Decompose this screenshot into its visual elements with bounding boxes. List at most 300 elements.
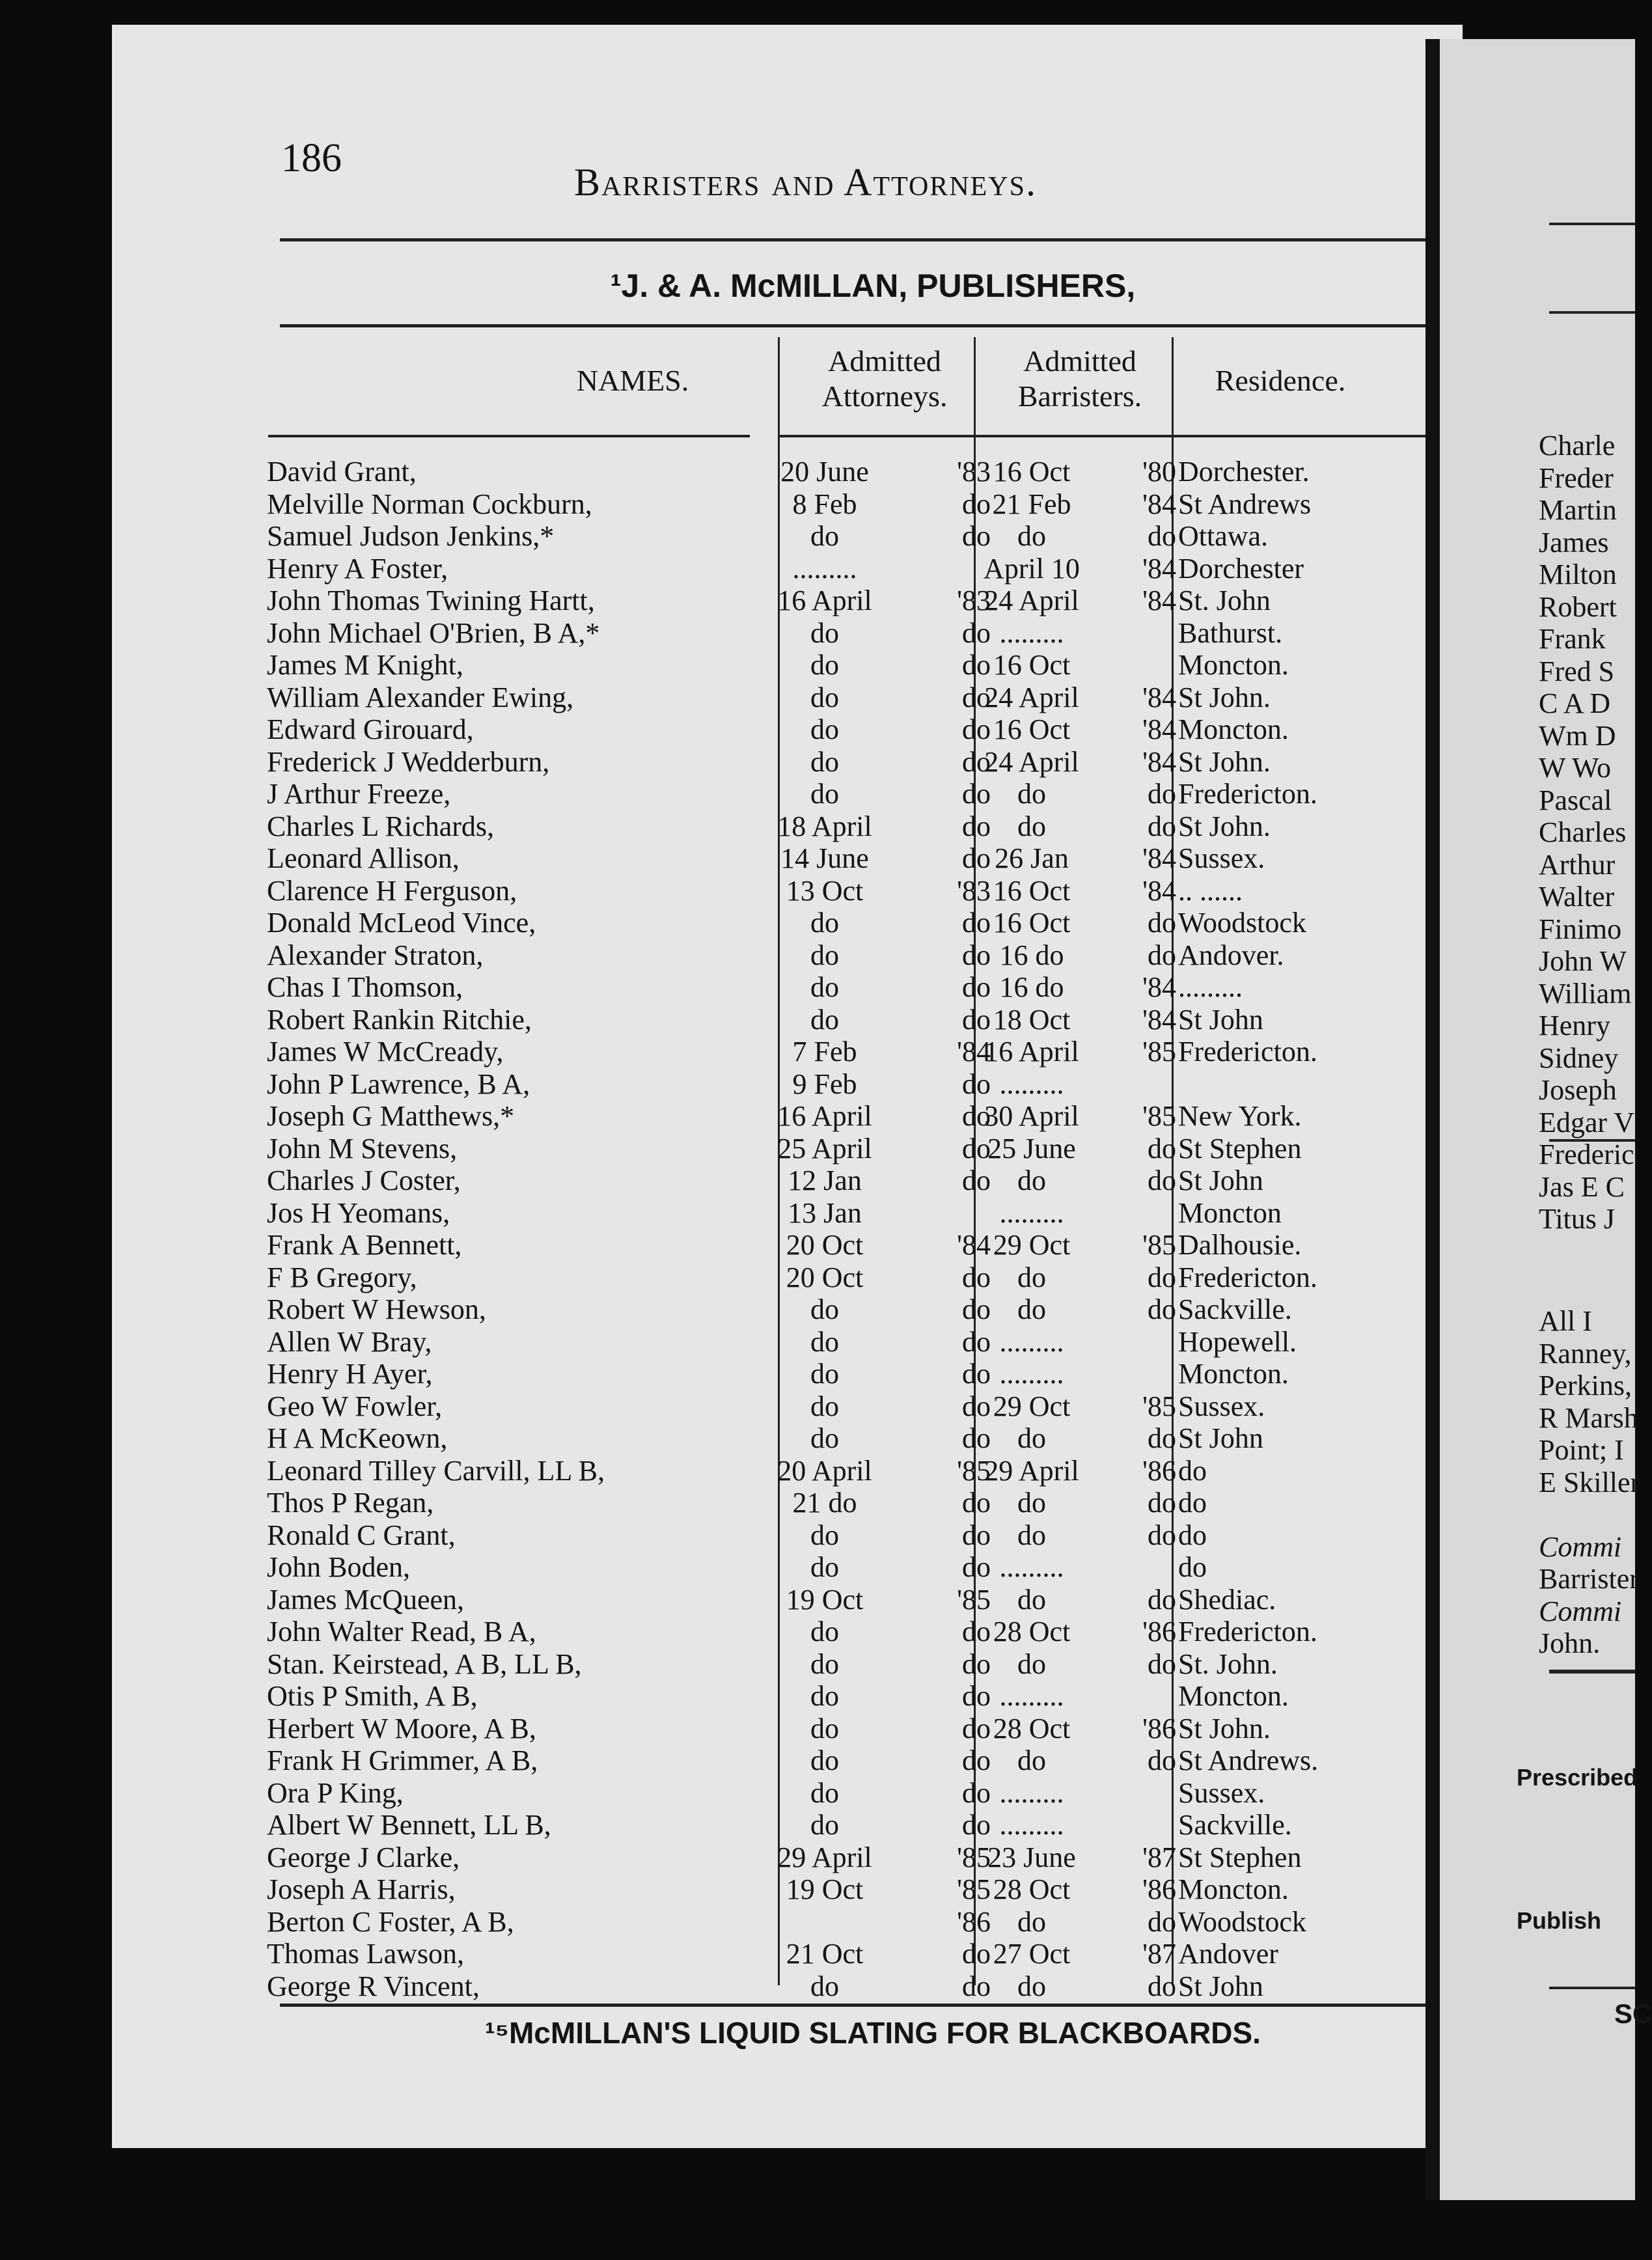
- table-row: [112, 1841, 1463, 1874]
- barrister-date-cell: do: [1017, 1970, 1046, 2002]
- residence-cell: Dalhousie.: [1178, 1229, 1302, 1261]
- barrister-year-cell: '84: [1142, 1003, 1176, 1036]
- barrister-date-cell: April 10: [984, 552, 1080, 585]
- attorney-date-cell: 13 Oct: [786, 874, 864, 907]
- table-row: [112, 1616, 1463, 1648]
- barrister-year-cell: '86: [1142, 1712, 1176, 1744]
- attorney-year-cell: do: [962, 778, 991, 810]
- attorney-year-cell: do: [962, 649, 991, 681]
- barrister-year-cell: '86: [1142, 1616, 1176, 1647]
- name-cell: Jos H Yeomans,: [267, 1196, 450, 1229]
- name-cell: Leonard Allison,: [267, 842, 460, 874]
- attorney-date-cell: 29 April: [777, 1841, 872, 1873]
- table-row: [112, 1004, 1463, 1036]
- adjacent-line: Barrister: [1539, 1563, 1639, 1595]
- name-cell: James W McCready,: [267, 1036, 504, 1068]
- barrister-date-cell: 24 April: [984, 745, 1079, 778]
- attorney-date-cell: 21 Oct: [786, 1938, 864, 1970]
- barrister-date-cell: .........: [999, 616, 1064, 649]
- residence-cell: St John: [1178, 1970, 1263, 2002]
- name-cell: Thomas Lawson,: [267, 1938, 465, 1970]
- publisher-line: ¹J. & A. McMILLAN, PUBLISHERS,: [610, 268, 1136, 304]
- residence-cell: Hopewell.: [1178, 1325, 1297, 1358]
- table-row: [112, 939, 1463, 972]
- barrister-date-cell: do: [1017, 1422, 1046, 1454]
- residence-cell: St John: [1178, 1003, 1263, 1036]
- table-row: [112, 1261, 1463, 1294]
- table-row: [112, 1455, 1463, 1487]
- table-row: [112, 1358, 1463, 1390]
- barrister-year-cell: do: [1148, 520, 1176, 552]
- barrister-date-cell: do: [1017, 810, 1046, 842]
- top-rule: [280, 238, 1466, 241]
- name-cell: Henry H Ayer,: [267, 1358, 433, 1390]
- residence-cell: Moncton.: [1178, 649, 1289, 681]
- residence-cell: St John.: [1178, 810, 1271, 842]
- attorney-date-cell: do: [810, 971, 839, 1003]
- attorney-date-cell: 12 Jan: [788, 1164, 862, 1196]
- attorney-year-cell: do: [962, 1744, 991, 1776]
- adjacent-rule-5: [1549, 1987, 1635, 1989]
- residence-cell: St Stephen: [1178, 1132, 1302, 1164]
- residence-cell: St. John.: [1178, 1647, 1278, 1680]
- attorney-date-cell: 20 June: [780, 456, 869, 488]
- attorney-year-cell: '83: [957, 456, 991, 488]
- barrister-date-cell: 21 Feb: [992, 488, 1071, 520]
- table-row: [112, 1100, 1463, 1133]
- header-barristers: [972, 344, 1187, 414]
- name-cell: George J Clarke,: [267, 1841, 460, 1873]
- barrister-year-cell: '84: [1142, 874, 1176, 907]
- table-row: [112, 1164, 1463, 1197]
- attorney-year-cell: '85: [957, 1841, 991, 1873]
- table-row: [112, 488, 1463, 521]
- adjacent-name: Joseph: [1539, 1074, 1617, 1106]
- residence-cell: St John.: [1178, 681, 1271, 713]
- running-head: Barristers and Attorneys.: [574, 161, 1037, 204]
- barrister-year-cell: '84: [1142, 842, 1176, 874]
- attorney-date-cell: do: [810, 1647, 839, 1680]
- name-cell: F B Gregory,: [267, 1261, 417, 1293]
- name-cell: William Alexander Ewing,: [267, 681, 574, 713]
- barristers-table: [112, 456, 1463, 2002]
- adjacent-line: John.: [1539, 1627, 1601, 1659]
- adjacent-line: Commi: [1539, 1595, 1622, 1627]
- adjacent-name: Milton: [1539, 558, 1617, 590]
- attorney-date-cell: 25 April: [777, 1132, 872, 1164]
- barrister-date-cell: 29 Oct: [993, 1229, 1071, 1261]
- attorney-date-cell: 19 Oct: [786, 1583, 864, 1616]
- adjacent-name: James: [1539, 526, 1609, 558]
- table-row: [112, 1873, 1463, 1906]
- attorney-year-cell: '83: [957, 585, 991, 616]
- barrister-year-cell: '87: [1142, 1841, 1176, 1873]
- adjacent-name: C A D: [1539, 687, 1611, 719]
- table-row: [112, 1487, 1463, 1519]
- adjacent-name: Edgar V: [1539, 1106, 1635, 1138]
- attorney-year-cell: '85: [957, 1873, 991, 1905]
- attorney-year-cell: do: [962, 1068, 991, 1100]
- residence-cell: Sussex.: [1178, 842, 1265, 874]
- name-cell: Melville Norman Cockburn,: [267, 488, 592, 520]
- attorney-year-cell: do: [962, 745, 991, 778]
- adjacent-line: All I: [1539, 1305, 1592, 1337]
- barrister-date-cell: 16 do: [999, 971, 1064, 1003]
- barrister-date-cell: 28 Oct: [993, 1616, 1071, 1647]
- barrister-date-cell: .........: [999, 1776, 1064, 1809]
- barrister-date-cell: .........: [999, 1809, 1064, 1841]
- name-cell: James McQueen,: [267, 1583, 465, 1616]
- residence-cell: St Stephen: [1178, 1841, 1302, 1873]
- barrister-year-cell: '85: [1142, 1390, 1176, 1422]
- barrister-date-cell: 16 Oct: [993, 907, 1071, 939]
- adjacent-publish: Publish: [1517, 1907, 1602, 1934]
- attorney-year-cell: '83: [957, 874, 991, 907]
- barrister-year-cell: '85: [1142, 1229, 1176, 1261]
- attorney-date-cell: 16 April: [777, 1100, 872, 1132]
- adjacent-names: [1539, 430, 1634, 1235]
- adjacent-page: [1425, 39, 1652, 2200]
- barrister-year-cell: do: [1148, 1132, 1176, 1164]
- attorney-date-cell: do: [810, 1744, 839, 1776]
- residence-cell: .........: [1178, 971, 1243, 1003]
- adjacent-name: Pascal: [1539, 784, 1612, 816]
- adjacent-name: Frederic: [1539, 1138, 1634, 1170]
- residence-cell: Andover.: [1178, 939, 1284, 971]
- name-cell: J Arthur Freeze,: [267, 778, 451, 810]
- adjacent-name: Robert: [1539, 590, 1617, 623]
- residence-cell: New York.: [1178, 1100, 1302, 1132]
- name-cell: H A McKeown,: [267, 1422, 448, 1454]
- barrister-date-cell: 28 Oct: [993, 1873, 1071, 1905]
- barrister-date-cell: do: [1017, 1647, 1046, 1680]
- adjacent-rule-2: [1549, 311, 1635, 314]
- residence-cell: Dorchester: [1178, 552, 1304, 585]
- barrister-year-cell: do: [1148, 1164, 1176, 1196]
- attorney-year-cell: do: [962, 1293, 991, 1325]
- barrister-date-cell: 28 Oct: [993, 1712, 1071, 1744]
- name-cell: Frederick J Wedderburn,: [267, 745, 550, 778]
- name-cell: Robert W Hewson,: [267, 1293, 486, 1325]
- attorney-year-cell: do: [962, 1776, 991, 1809]
- residence-cell: Dorchester.: [1178, 456, 1310, 488]
- barrister-date-cell: 16 Oct: [993, 713, 1071, 745]
- residence-cell: do: [1178, 1454, 1207, 1487]
- adjacent-name: William: [1539, 977, 1632, 1010]
- attorney-year-cell: '86: [957, 1905, 991, 1938]
- barrister-year-cell: do: [1148, 1905, 1176, 1938]
- attorney-date-cell: do: [810, 1616, 839, 1647]
- barrister-year-cell: '80: [1142, 456, 1176, 488]
- residence-cell: Woodstock: [1178, 1905, 1306, 1938]
- table-row: [112, 875, 1463, 907]
- barrister-date-cell: do: [1017, 1519, 1046, 1551]
- barrister-year-cell: '85: [1142, 1100, 1176, 1132]
- residence-cell: Fredericton.: [1178, 1036, 1317, 1068]
- book-page: [112, 25, 1463, 2148]
- barrister-date-cell: do: [1017, 1261, 1046, 1293]
- attorney-year-cell: do: [962, 1358, 991, 1390]
- attorney-date-cell: do: [810, 520, 839, 552]
- table-row: [112, 1809, 1463, 1841]
- barrister-date-cell: do: [1017, 778, 1046, 810]
- attorney-date-cell: 19 Oct: [786, 1873, 864, 1905]
- attorney-date-cell: 20 April: [777, 1454, 872, 1487]
- residence-cell: Woodstock: [1178, 907, 1306, 939]
- attorney-year-cell: do: [962, 1519, 991, 1551]
- residence-cell: Moncton.: [1178, 1358, 1289, 1390]
- header-attorneys-line2: Attorneys.: [821, 379, 948, 413]
- table-row: [112, 1648, 1463, 1681]
- barrister-date-cell: 18 Oct: [993, 1003, 1071, 1036]
- adjacent-text: [1539, 1305, 1640, 1660]
- barrister-year-cell: do: [1148, 1487, 1176, 1519]
- barrister-year-cell: '86: [1142, 1454, 1176, 1487]
- adjacent-prescribed: Prescribed: [1517, 1764, 1638, 1791]
- names-header-rule: [268, 435, 750, 437]
- table-row: [112, 585, 1463, 617]
- residence-cell: do: [1178, 1551, 1207, 1583]
- attorney-date-cell: 20 Oct: [786, 1229, 864, 1261]
- header-barristers-line2: Barristers.: [1017, 379, 1142, 413]
- attorney-date-cell: do: [810, 1970, 839, 2002]
- name-cell: Samuel Judson Jenkins,*: [267, 520, 555, 552]
- table-row: [112, 456, 1463, 488]
- bottom-rule: [280, 2004, 1466, 2007]
- residence-cell: Fredericton.: [1178, 1616, 1317, 1647]
- table-row: [112, 1713, 1463, 1745]
- name-cell: George R Vincent,: [267, 1970, 480, 2002]
- table-row: [112, 907, 1463, 939]
- table-row: [112, 971, 1463, 1004]
- residence-cell: Moncton: [1178, 1196, 1282, 1229]
- adjacent-line: R Marsh: [1539, 1401, 1638, 1434]
- attorney-year-cell: do: [962, 907, 991, 939]
- barrister-year-cell: '84: [1142, 713, 1176, 745]
- name-cell: Allen W Bray,: [267, 1325, 432, 1358]
- barrister-date-cell: 16 do: [999, 939, 1064, 971]
- attorney-date-cell: 7 Feb: [792, 1036, 857, 1068]
- name-cell: Leonard Tilley Carvill, LL B,: [267, 1454, 605, 1487]
- attorney-date-cell: do: [810, 1680, 839, 1712]
- barrister-date-cell: do: [1017, 1293, 1046, 1325]
- residence-cell: Shediac.: [1178, 1583, 1276, 1616]
- table-row: [112, 520, 1463, 553]
- footer-advertisement: ¹⁵McMILLAN'S LIQUID SLATING FOR BLACKBOARDS.: [485, 2016, 1261, 2050]
- attorney-year-cell: do: [962, 1487, 991, 1519]
- attorney-date-cell: do: [810, 939, 839, 971]
- attorney-year-cell: do: [962, 1680, 991, 1712]
- attorney-date-cell: do: [810, 1551, 839, 1583]
- attorney-year-cell: do: [962, 939, 991, 971]
- attorney-year-cell: do: [962, 1132, 991, 1164]
- adjacent-name: Walter: [1539, 881, 1615, 913]
- adjacent-name: Freder: [1539, 462, 1614, 494]
- header-attorneys-line1: Admitted: [828, 344, 941, 378]
- barrister-year-cell: do: [1148, 1261, 1176, 1293]
- name-cell: Thos P Regan,: [267, 1487, 434, 1519]
- barrister-year-cell: '84: [1142, 681, 1176, 713]
- attorney-year-cell: do: [962, 1616, 991, 1647]
- name-cell: John Michael O'Brien, B A,*: [267, 616, 600, 649]
- residence-cell: St Andrews: [1178, 488, 1312, 520]
- adjacent-line: Commi: [1539, 1530, 1622, 1563]
- residence-cell: do: [1178, 1519, 1207, 1551]
- attorney-date-cell: do: [810, 1325, 839, 1358]
- table-row: [112, 1938, 1463, 1970]
- name-cell: Donald McLeod Vince,: [267, 907, 536, 939]
- barrister-year-cell: do: [1148, 907, 1176, 939]
- barrister-date-cell: .........: [999, 1196, 1064, 1229]
- barrister-date-cell: do: [1017, 520, 1046, 552]
- name-cell: Alexander Straton,: [267, 939, 484, 971]
- barrister-date-cell: 24 April: [984, 681, 1079, 713]
- attorney-date-cell: do: [810, 616, 839, 649]
- attorney-year-cell: do: [962, 1551, 991, 1583]
- attorney-date-cell: do: [810, 1003, 839, 1036]
- name-cell: David Grant,: [267, 456, 417, 488]
- name-cell: Otis P Smith, A B,: [267, 1680, 478, 1712]
- barrister-date-cell: 29 Oct: [993, 1390, 1071, 1422]
- residence-cell: Ottawa.: [1178, 520, 1269, 552]
- attorney-year-cell: '84: [957, 1229, 991, 1261]
- adjacent-name: Henry: [1539, 1010, 1610, 1041]
- attorney-date-cell: 9 Feb: [792, 1068, 857, 1100]
- residence-cell: do: [1178, 1487, 1207, 1519]
- residence-cell: Moncton.: [1178, 713, 1289, 745]
- adjacent-name: Martin: [1539, 494, 1617, 526]
- adjacent-name: Jas E C: [1539, 1170, 1625, 1203]
- table-row: [112, 1326, 1463, 1358]
- barrister-year-cell: '84: [1142, 552, 1176, 585]
- table-row: [112, 842, 1463, 875]
- attorney-date-cell: 8 Feb: [792, 488, 857, 520]
- name-cell: Charles J Coster,: [267, 1164, 461, 1196]
- table-row: [112, 553, 1463, 585]
- residence-cell: Fredericton.: [1178, 778, 1317, 810]
- attorney-year-cell: do: [962, 1164, 991, 1196]
- adjacent-name: Charles: [1539, 816, 1627, 848]
- adjacent-rule-4: [1549, 1670, 1635, 1674]
- adjacent-name: Finimo: [1539, 913, 1622, 945]
- adjacent-name: Frank: [1539, 623, 1606, 655]
- barrister-year-cell: '84: [1142, 585, 1176, 616]
- adjacent-line: [1539, 1498, 1640, 1531]
- attorney-date-cell: do: [810, 649, 839, 681]
- attorney-date-cell: do: [810, 1293, 839, 1325]
- attorney-year-cell: do: [962, 810, 991, 842]
- barrister-year-cell: do: [1148, 1647, 1176, 1680]
- barrister-date-cell: .........: [999, 1325, 1064, 1358]
- residence-cell: Sackville.: [1178, 1809, 1292, 1841]
- residence-cell: Fredericton.: [1178, 1261, 1317, 1293]
- attorney-date-cell: do: [810, 778, 839, 810]
- barrister-year-cell: '86: [1142, 1873, 1176, 1905]
- page-number: 186: [281, 136, 342, 180]
- residence-cell: Bathurst.: [1178, 616, 1283, 649]
- attorney-date-cell: .........: [792, 552, 857, 585]
- table-row: [112, 1584, 1463, 1616]
- name-cell: Joseph G Matthews,*: [267, 1100, 515, 1132]
- barrister-year-cell: '84: [1142, 488, 1176, 520]
- name-cell: Ronald C Grant,: [267, 1519, 456, 1551]
- table-row: [112, 649, 1463, 682]
- table-row: [112, 1197, 1463, 1230]
- table-row: [112, 1906, 1463, 1938]
- adjacent-name: Sidney: [1539, 1041, 1619, 1074]
- name-cell: Chas I Thomson,: [267, 971, 463, 1003]
- name-cell: Frank H Grimmer, A B,: [267, 1744, 538, 1776]
- adjacent-name: W Wo: [1539, 752, 1611, 784]
- barrister-date-cell: 16 Oct: [993, 874, 1071, 907]
- name-cell: Robert Rankin Ritchie,: [267, 1003, 532, 1036]
- attorney-date-cell: do: [810, 713, 839, 745]
- residence-cell: .. ......: [1178, 874, 1243, 907]
- header-barristers-line1: Admitted: [1023, 344, 1136, 378]
- adjacent-line: Ranney,: [1539, 1337, 1632, 1370]
- residence-cell: St John.: [1178, 745, 1271, 778]
- residence-cell: Sussex.: [1178, 1776, 1265, 1809]
- attorney-date-cell: 21 do: [792, 1487, 857, 1519]
- name-cell: John Walter Read, B A,: [267, 1616, 536, 1647]
- barrister-date-cell: .........: [999, 1551, 1064, 1583]
- barrister-year-cell: '84: [1142, 745, 1176, 778]
- barrister-date-cell: do: [1017, 1164, 1046, 1196]
- barrister-date-cell: .........: [999, 1068, 1064, 1100]
- barrister-date-cell: do: [1017, 1744, 1046, 1776]
- table-row: [112, 1229, 1463, 1261]
- table-row: [112, 1390, 1463, 1423]
- attorney-date-cell: do: [810, 1422, 839, 1454]
- name-cell: John Boden,: [267, 1551, 410, 1583]
- table-row: [112, 1036, 1463, 1068]
- table-row: [112, 1068, 1463, 1101]
- barrister-year-cell: do: [1148, 1519, 1176, 1551]
- header-rule: [280, 324, 1466, 327]
- barrister-year-cell: do: [1148, 1970, 1176, 2002]
- barrister-date-cell: 16 Oct: [993, 456, 1071, 488]
- barrister-date-cell: 23 June: [987, 1841, 1076, 1873]
- name-cell: John M Stevens,: [267, 1132, 458, 1164]
- residence-cell: St John: [1178, 1164, 1263, 1196]
- adjacent-name: Fred S: [1539, 655, 1615, 687]
- adjacent-name: John W: [1539, 945, 1627, 977]
- barrister-year-cell: do: [1148, 1422, 1176, 1454]
- barrister-date-cell: .........: [999, 1358, 1064, 1390]
- attorney-year-cell: do: [962, 1003, 991, 1036]
- residence-cell: Moncton.: [1178, 1680, 1289, 1712]
- adjacent-name: Wm D: [1539, 719, 1616, 752]
- barrister-year-cell: do: [1148, 1293, 1176, 1325]
- attorney-year-cell: do: [962, 713, 991, 745]
- barrister-year-cell: do: [1148, 1583, 1176, 1616]
- residence-cell: St John: [1178, 1422, 1263, 1454]
- attorney-date-cell: do: [810, 1358, 839, 1390]
- attorney-year-cell: do: [962, 1325, 991, 1358]
- name-cell: Frank A Bennett,: [267, 1229, 462, 1261]
- attorney-date-cell: 20 Oct: [786, 1261, 864, 1293]
- attorney-date-cell: 13 Jan: [788, 1196, 862, 1229]
- attorney-year-cell: do: [962, 971, 991, 1003]
- name-cell: Geo W Fowler,: [267, 1390, 443, 1422]
- table-row: [112, 746, 1463, 779]
- table-row: [112, 810, 1463, 843]
- attorney-date-cell: 18 April: [777, 810, 872, 842]
- adjacent-name: Arthur: [1539, 848, 1616, 881]
- table-row: [112, 682, 1463, 714]
- adjacent-line: Perkins,: [1539, 1370, 1632, 1401]
- barrister-year-cell: '85: [1142, 1036, 1176, 1068]
